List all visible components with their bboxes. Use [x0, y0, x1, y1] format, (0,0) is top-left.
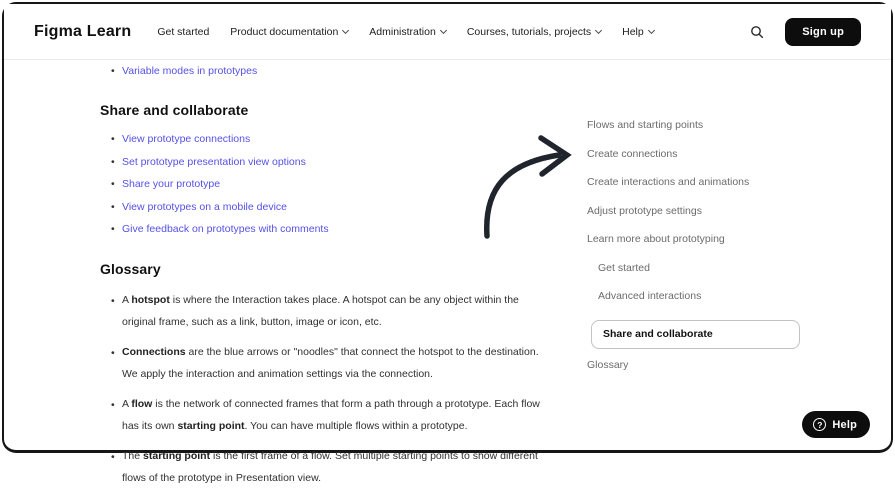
toc-share-and-collaborate-active[interactable]: Share and collaborate: [591, 320, 800, 349]
list-item: [100, 224, 548, 234]
text-part: is the network of connected frames that form a path through a prototype. Each flow has its own: [122, 398, 540, 432]
section-heading-glossary: Glossary: [100, 261, 161, 277]
header-right: [749, 18, 861, 46]
term-flow: flow: [131, 398, 153, 410]
site-header: [4, 4, 891, 60]
table-of-contents: [587, 120, 803, 388]
sign-up-button[interactable]: Sign up: [785, 18, 861, 46]
nav-help[interactable]: [622, 26, 654, 38]
toc-advanced-interactions[interactable]: Advanced interactions: [598, 290, 702, 302]
toc-flows-and-starting-points[interactable]: Flows and starting points: [587, 119, 704, 131]
chevron-down-icon: [440, 26, 447, 33]
toc-get-started[interactable]: Get started: [598, 261, 650, 274]
nav-product-documentation[interactable]: [230, 26, 348, 38]
link-set-prototype-presentation-view-options[interactable]: Set prototype presentation view options: [122, 155, 306, 168]
nav-courses-tutorials-projects[interactable]: [467, 26, 601, 38]
share-links-list: [100, 134, 548, 234]
browser-window: [2, 2, 893, 484]
help-button-label: Help: [832, 418, 857, 431]
glossary-item-connections: [100, 342, 548, 385]
question-mark-icon: ?: [813, 418, 826, 431]
nav-administration[interactable]: [369, 26, 446, 38]
main-nav: [157, 26, 653, 38]
nav-label: Courses, tutorials, projects: [466, 25, 592, 38]
previous-section-list: [100, 65, 548, 77]
text-part: is the first frame of a flow. Set multiple starting points to show different flows of the prototype in Presentation view.: [122, 450, 538, 484]
list-item: [100, 179, 548, 189]
text-part: are the blue arrows or "noodles" that connect the hotspot to the destination. We apply the interaction and animation settings via the connection.: [122, 346, 539, 380]
list-item: [100, 157, 548, 167]
text-part: A: [122, 398, 132, 410]
text-part: . You can have multiple flows within a prototype.: [244, 419, 468, 432]
nav-label: Administration: [369, 25, 436, 38]
link-share-your-prototype[interactable]: Share your prototype: [122, 178, 221, 190]
nav-label: Product documentation: [230, 25, 339, 38]
toc-create-interactions-and-animations[interactable]: Create interactions and animations: [587, 176, 750, 188]
text-part: The: [122, 450, 144, 462]
chevron-down-icon: [648, 26, 655, 33]
link-variable-modes-in-prototypes[interactable]: Variable modes in prototypes: [122, 65, 258, 77]
section-heading-share-and-collaborate: Share and collaborate: [100, 102, 249, 118]
glossary-item-starting-point: [100, 446, 548, 489]
help-button[interactable]: [802, 411, 870, 438]
chevron-down-icon: [342, 26, 349, 33]
term-starting-point: starting point: [177, 419, 245, 432]
toc-adjust-prototype-settings[interactable]: Adjust prototype settings: [587, 204, 702, 217]
toc-glossary[interactable]: Glossary: [587, 358, 629, 371]
text-part: is where the Interaction takes place. A hotspot can be any object within the original frame, such as a link, button, image or icon, etc.: [122, 294, 519, 328]
link-give-feedback-on-prototypes-with-comments[interactable]: Give feedback on prototypes with comments: [122, 223, 329, 235]
article-content: [100, 61, 548, 498]
term-starting-point: starting point: [143, 450, 211, 462]
nav-label: Help: [622, 25, 644, 38]
link-view-prototype-connections[interactable]: View prototype connections: [122, 133, 251, 145]
nav-label: Get started: [157, 25, 210, 38]
list-item: [100, 134, 548, 144]
list-item: [100, 202, 548, 212]
glossary-list: [100, 290, 548, 489]
search-icon[interactable]: [749, 24, 765, 40]
term-hotspot: hotspot: [131, 294, 170, 306]
text-part: A: [122, 294, 132, 306]
link-view-prototypes-on-a-mobile-device[interactable]: View prototypes on a mobile device: [122, 200, 287, 213]
glossary-item-hotspot: [100, 290, 548, 333]
site-logo[interactable]: Figma Learn: [34, 22, 132, 40]
chevron-down-icon: [595, 26, 602, 33]
term-connections: Connections: [122, 346, 186, 358]
toc-learn-more-about-prototyping[interactable]: Learn more about prototyping: [587, 233, 725, 245]
nav-get-started[interactable]: [157, 26, 209, 38]
list-item: [100, 65, 548, 77]
glossary-item-flow: [100, 394, 548, 437]
toc-create-connections[interactable]: Create connections: [587, 147, 678, 160]
